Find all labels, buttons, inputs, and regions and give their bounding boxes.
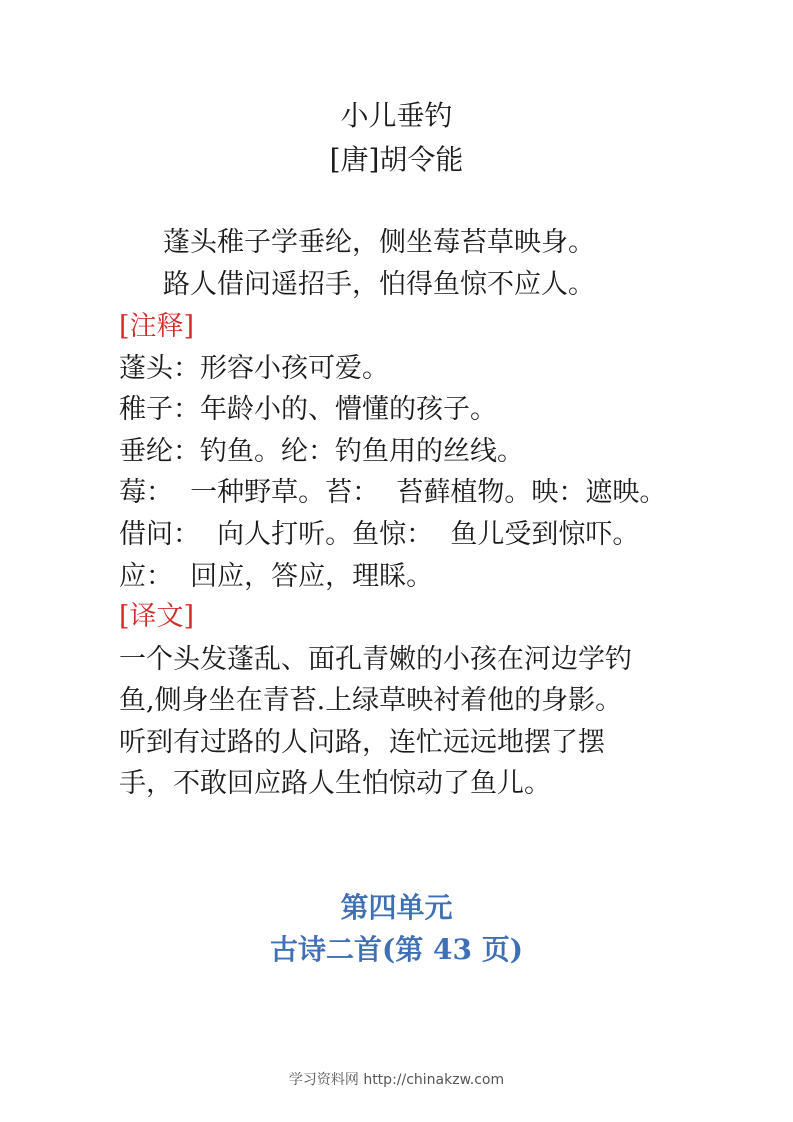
note-item: 蓬头：形容小孩可爱。 — [119, 353, 389, 384]
poem-title: 小儿垂钓 — [340, 99, 453, 132]
poem-line: 路人借问遥招手，怕得鱼惊不应人。 — [163, 269, 595, 300]
translation-line: 听到有过路的人问路，连忙远远地摆了摆 — [119, 727, 605, 758]
note-item: 垂纶：钓鱼。纶：钓鱼用的丝线。 — [119, 436, 524, 467]
translation-line: 一个头发蓬乱、面孔青嫩的小孩在河边学钓 — [119, 644, 632, 675]
unit-heading: 第四单元 — [340, 891, 453, 924]
note-item: 借问： 向人打听。鱼惊： 鱼儿受到惊吓。 — [119, 519, 640, 550]
lesson-heading: 古诗二首(第 43 页) — [270, 933, 523, 966]
poem-author: [唐]胡令能 — [329, 143, 464, 176]
translation-line: 鱼,侧身坐在青苔.上绿草映衬着他的身影。 — [119, 685, 623, 716]
poem-line: 蓬头稚子学垂纶，侧坐莓苔草映身。 — [163, 227, 595, 258]
note-item: 莓： 一种野草。苔： 苔藓植物。映：遮映。 — [119, 477, 667, 508]
translation-line: 手，不敢回应路人生怕惊动了鱼儿。 — [119, 768, 551, 799]
notes-heading: [注释] — [119, 311, 195, 342]
footer-watermark: 学习资料网 http://chinakzw.com — [288, 1072, 505, 1088]
note-item: 应： 回应，答应，理睬。 — [119, 561, 434, 592]
translation-heading: [译文] — [119, 601, 195, 632]
note-item: 稚子：年龄小的、懵懂的孩子。 — [119, 394, 497, 425]
